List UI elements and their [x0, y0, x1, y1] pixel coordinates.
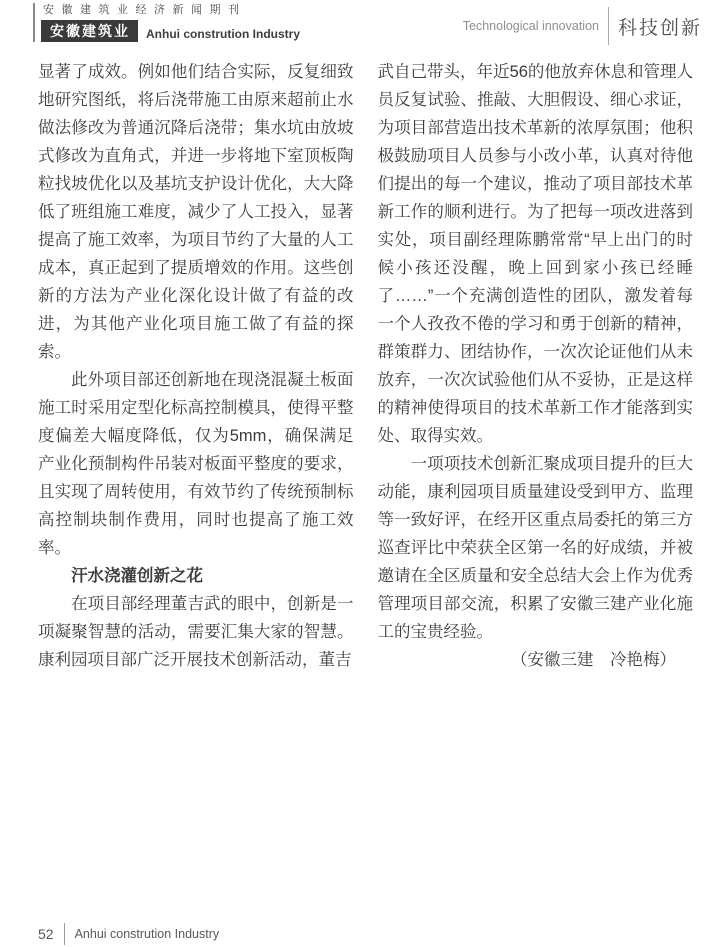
article-paragraph: 显著了成效。例如他们结合实际，反复细致地研究图纸，将后浇带施工由原来超前止水做法修改为普通沉降后浇带；集水坑由放坡式修改为直角式，并进一步将地下室顶板陶粒找坡优化以及基坑支护设计优化，大大降低了班组施工难度，减少了人工投入，显著提高了施工效率，为项目节约了大量的人工成本，真正起到了提质增效的作用。这些创新的方法为产业化深化设计做了有益的改进，为其他产业化项目施工做了有益的探索。 [38, 63, 354, 361]
brand-logo-box: 安徽建筑业 [41, 20, 138, 42]
article-paragraph: 在项目部经理董吉武的眼中，创新是一项凝聚智慧的活动，需要汇集大家的智慧。康利园项目部广泛开展技术创新活动，董吉 [38, 595, 354, 669]
page-number: 52 [38, 926, 54, 942]
section-subheading: 汗水浇灌创新之花 [71, 567, 203, 585]
article-column-left [38, 58, 354, 674]
article-paragraph: 一项项技术创新汇聚成项目提升的巨大动能，康利园项目质量建设受到甲方、监理等一致好评，在经开区重点局委托的第三方巡查评比中荣获全区第一名的好成绩，并被邀请在全区质量和安全总结大会上作为优秀管理项目部交流，积累了安徽三建产业化施工的宝贵经验。 [377, 455, 693, 641]
brand-english-name: Anhui constrution Industry [146, 27, 300, 41]
section-title-english: Technological innovation [462, 19, 599, 33]
header-brand-block [33, 3, 300, 42]
header-divider [608, 7, 609, 45]
footer-journal-name: Anhui constrution Industry [74, 927, 220, 941]
page-footer [38, 923, 219, 945]
section-header [463, 7, 702, 45]
section-title-chinese: 科技创新 [617, 17, 702, 39]
article-paragraph: 此外项目部还创新地在现浇混凝土板面施工时采用定型化标高控制模具，使得平整度偏差大幅度降低，仅为5mm，确保满足产业化预制构件吊装对板面平整度的要求，且实现了周转使用，有效节约了传统预制标高控制块制作费用，同时也提高了施工效率。 [38, 371, 354, 557]
article-paragraph: 武自己带头，年近56的他放弃休息和管理人员反复试验、推敲、大胆假设、细心求证，为项目部营造出技术革新的浓厚氛围；他积极鼓励项目人员参与小改小革，认真对待他们提出的每一个建议，推动了项目部技术革新工作的顺利进行。为了把每一项改进落到实处，项目副经理陈鹏常常“早上出门的时候小孩还没醒，晚上回到家小孩已经睡了……”一个充满创造性的团队，激发着每一个人孜孜不倦的学习和勇于创新的精神，群策群力、团结协作，一次次论证他们从未放弃，一次次试验他们从不妥协，正是这样的精神使得项目的技术革新工作才能落到实处、取得实效。 [377, 63, 693, 445]
article-column-right [378, 58, 694, 674]
brand-row [41, 20, 300, 42]
footer-divider [64, 923, 65, 945]
journal-name-line: 安徽建筑业经济新闻期刊 [43, 4, 247, 16]
article-byline: （安徽三建 冷艳梅） [511, 651, 676, 669]
article-body [38, 58, 693, 674]
